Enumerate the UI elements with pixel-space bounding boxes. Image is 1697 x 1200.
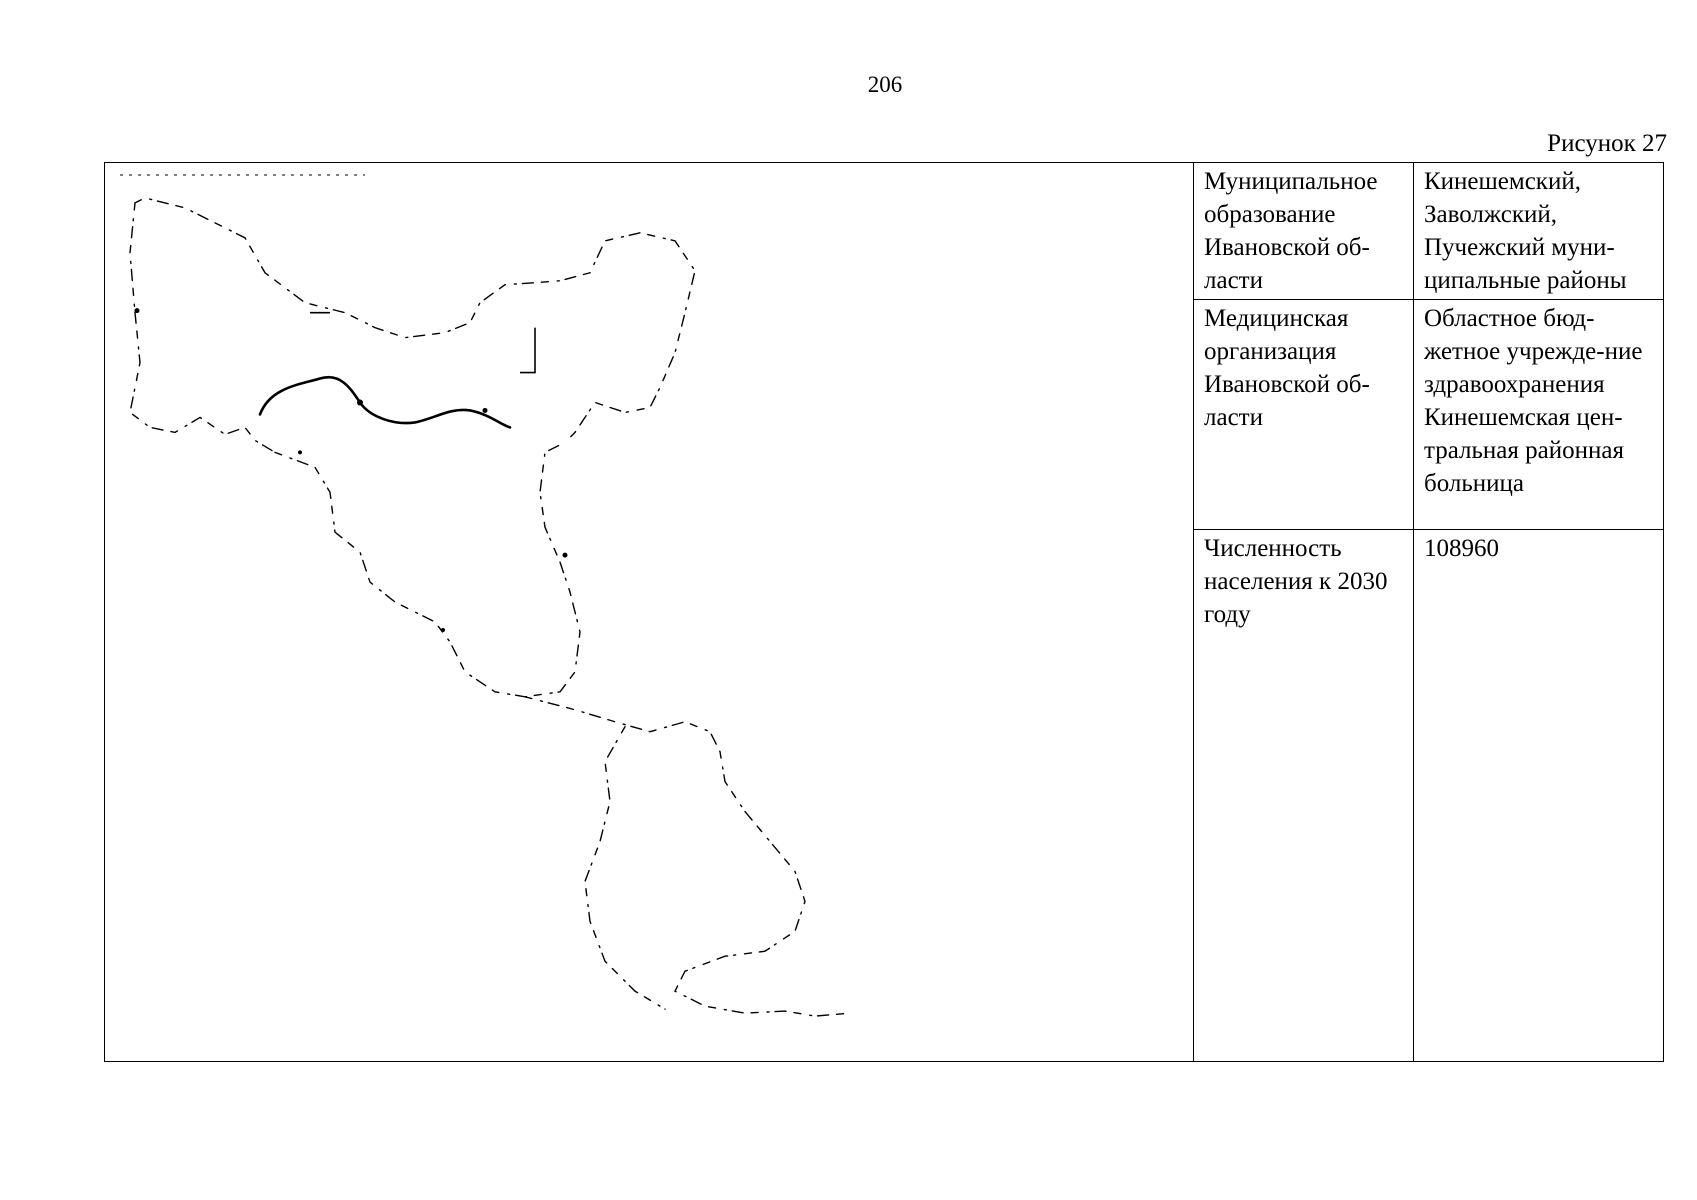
figure-frame: [104, 162, 1664, 1062]
row-value-municipality: Кинешемский, Заволжский, Пучежский муни-ципальные районы: [1414, 163, 1664, 300]
district-border-west: [130, 203, 275, 452]
table-row: [1194, 300, 1664, 530]
district-map: [105, 163, 1193, 1061]
row-label-population: Численность населения к 2030 году: [1194, 530, 1414, 1062]
row-value-medical-org: Областное бюд-жетное учрежде-ние здравоохранения Кинешемская цен-тральная районная больница: [1414, 300, 1664, 530]
district-border-central: [275, 442, 580, 696]
district-border-north: [135, 198, 695, 442]
settlement-marker: [483, 408, 488, 413]
district-border-south-west: [585, 727, 665, 1009]
row-label-municipality: Муниципальное образование Ивановской об-ласти: [1194, 163, 1414, 300]
page-number: 206: [867, 72, 903, 97]
row-label-medical-org: Медицинская организация Ивановской об-ласти: [1194, 300, 1414, 530]
district-info-table: [1193, 163, 1663, 1061]
settlement-marker: [135, 308, 140, 313]
river-volga: [260, 377, 510, 427]
settlement-marker: [563, 553, 568, 558]
figure-label: Рисунок 27: [1547, 130, 1667, 157]
settlement-marker: [298, 450, 302, 454]
settlement-marker: [357, 399, 363, 405]
map-outline-graphic: [105, 163, 1193, 1061]
settlement-marker: [441, 628, 445, 632]
table-row: [1194, 163, 1664, 300]
row-value-population: 108960: [1414, 530, 1664, 1062]
district-border-south: [525, 697, 850, 1016]
table-row: [1194, 530, 1664, 1062]
